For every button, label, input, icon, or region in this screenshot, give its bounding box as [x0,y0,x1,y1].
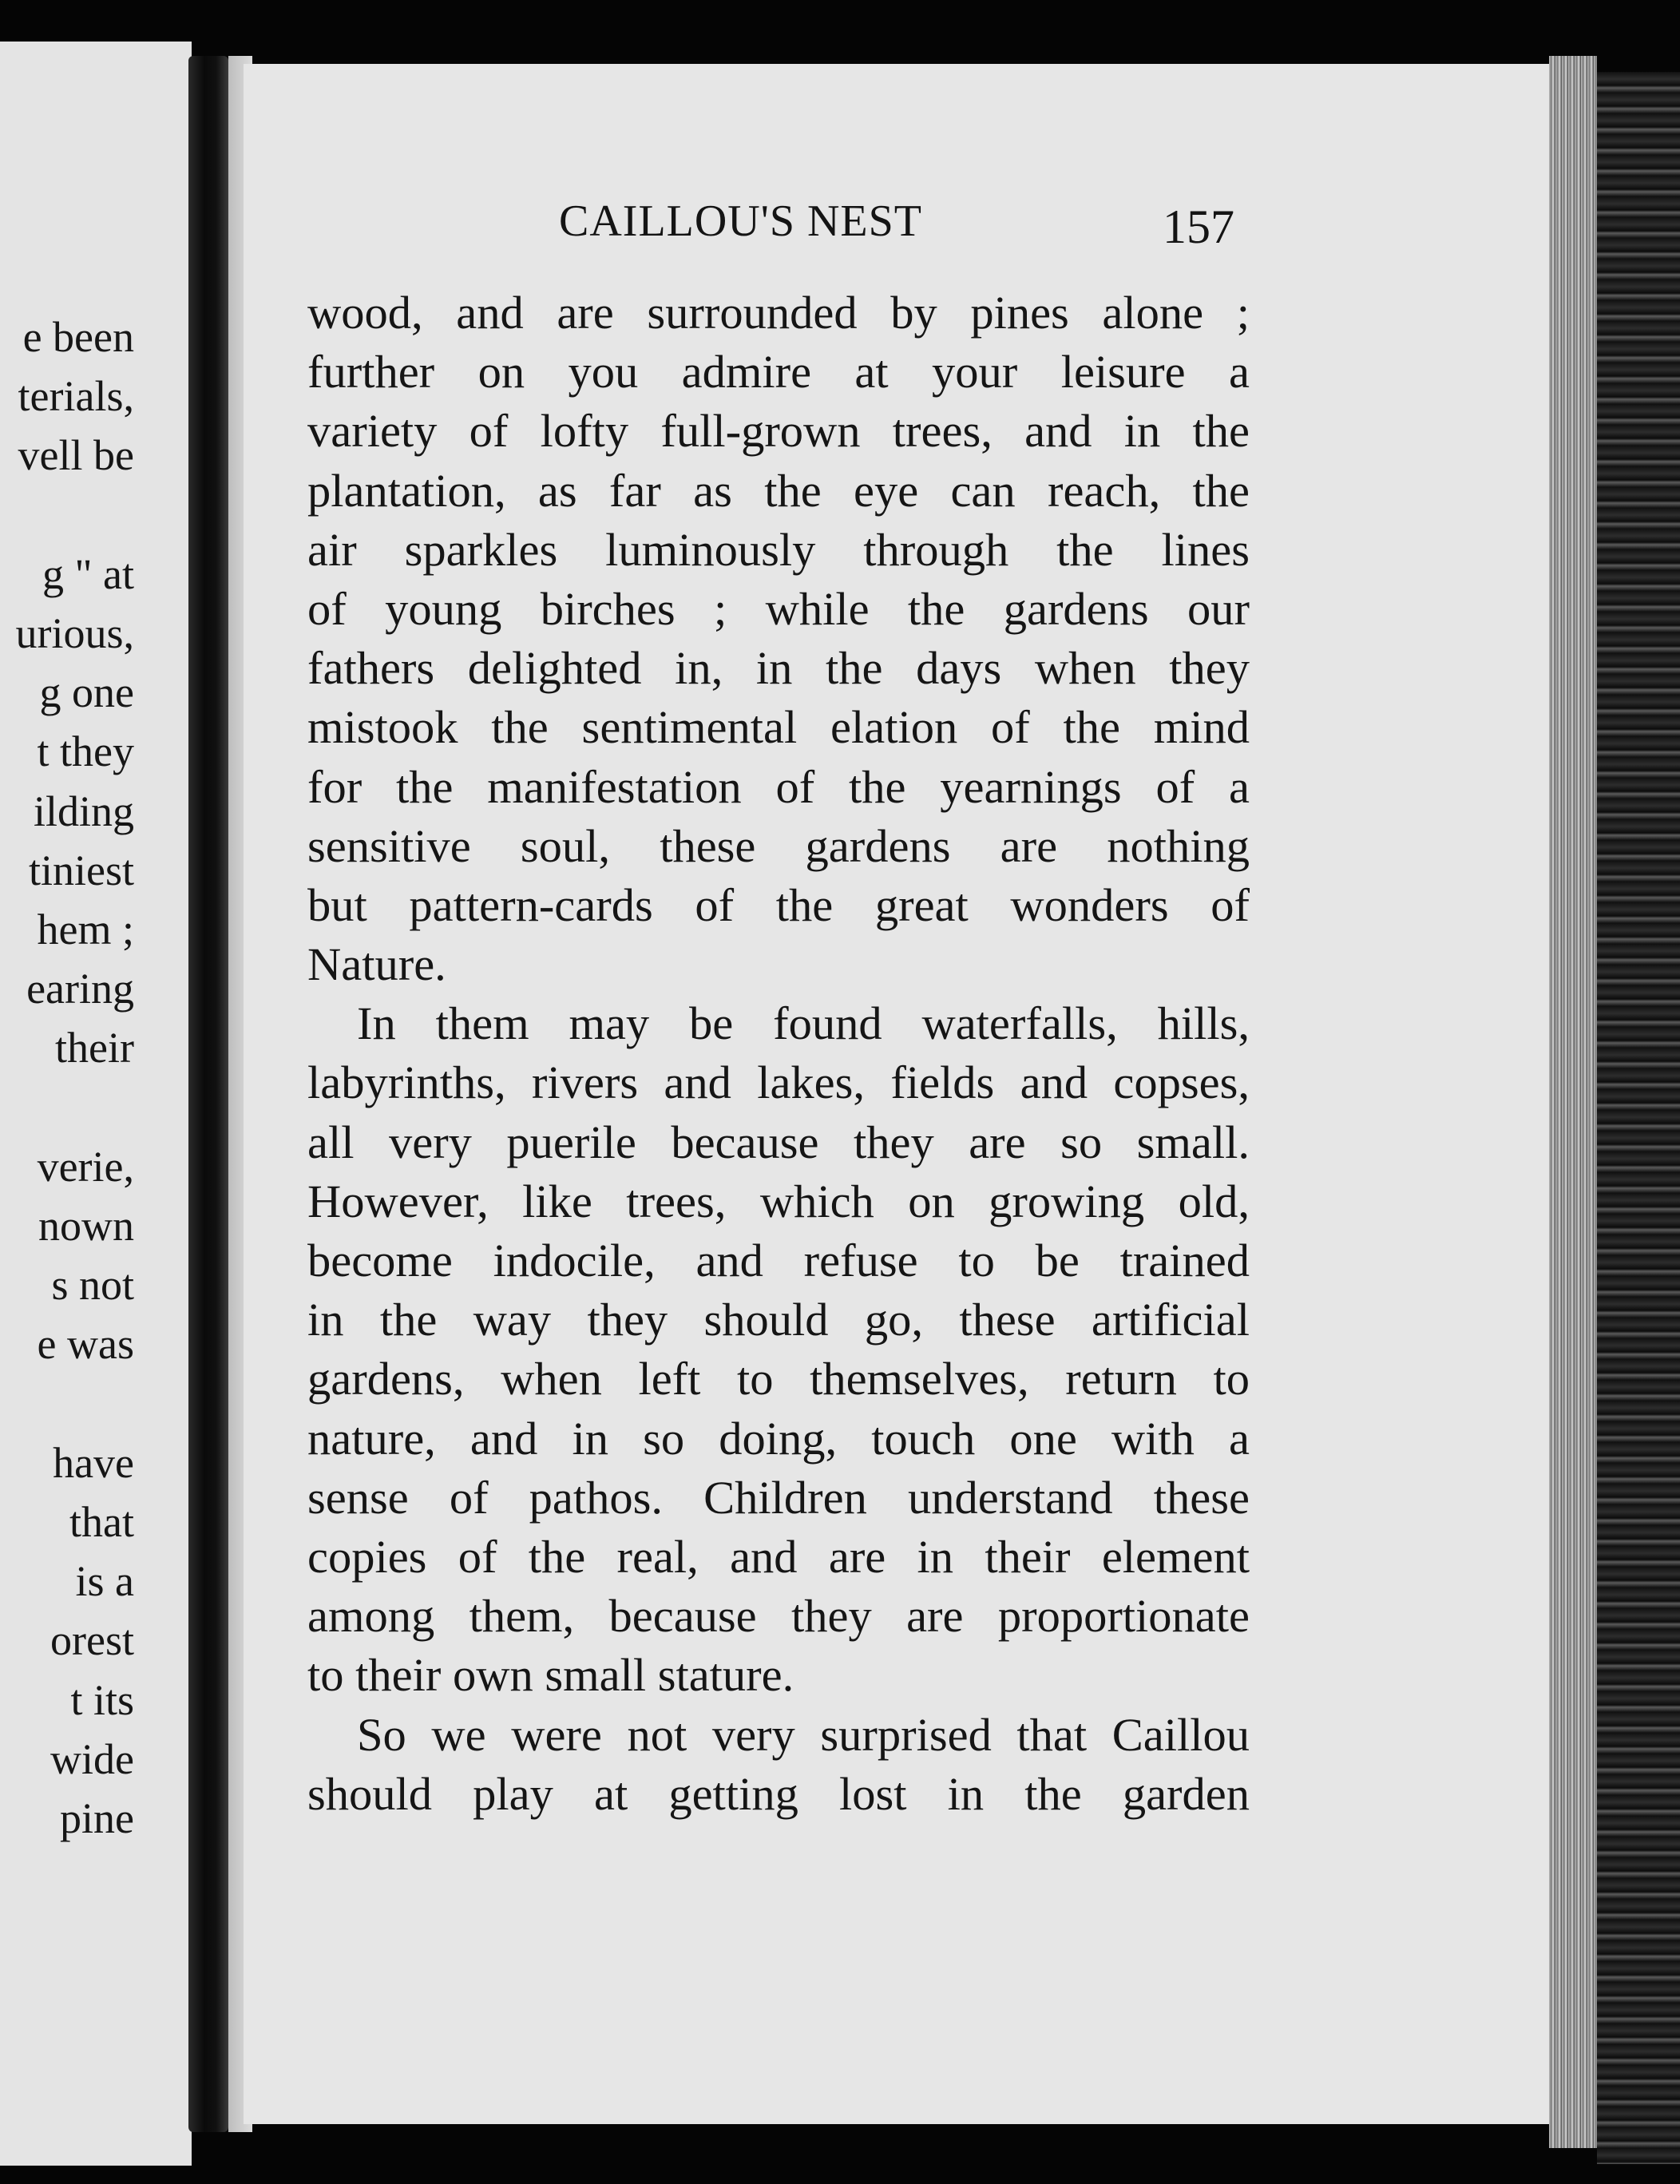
facing-page-line: t they [37,727,134,776]
facing-page-line: s not [51,1261,134,1310]
facing-page-line: g one [39,668,134,717]
text-line: among them, because they are proportionate [307,1590,1250,1643]
text-line: of young birches ; while the gardens our [307,582,1250,635]
binding-gutter [188,56,228,2132]
facing-page-line: pine [60,1794,134,1842]
text-line: labyrinths, rivers and lakes, fields and copses, [307,1056,1250,1109]
text-line: However, like trees, which on growing old, [307,1175,1250,1227]
facing-page-line: orest [50,1616,134,1665]
text-line: should play at getting lost in the garden [307,1767,1250,1820]
facing-page-line: e been [22,313,134,361]
facing-page-line: that [69,1498,134,1546]
facing-page-line: earing [26,965,134,1013]
cover-edge [1597,72,1680,2164]
facing-page-line: wide [50,1734,134,1783]
text-line: sense of pathos. Children understand these [307,1471,1250,1524]
facing-page-line: is a [75,1557,134,1606]
facing-page-line: hem ; [37,906,134,953]
text-line: all very puerile because they are so small. [307,1116,1250,1168]
text-line: become indocile, and refuse to be trained [307,1235,1250,1286]
facing-page-line: urious, [15,609,134,657]
text-line: further on you admire at your leisure a [307,346,1250,398]
facing-page-line: g " at [42,549,134,598]
facing-page-line: terials, [18,372,134,421]
facing-page-line: nown [38,1202,134,1250]
page-number: 157 [1163,200,1234,253]
text-line: for the manifestation of the yearnings of a [307,760,1250,813]
running-head: CAILLOU'S NEST [559,196,922,246]
text-line: air sparkles luminously through the lines [307,523,1250,576]
text-line: So we were not very surprised that Caillou [357,1708,1250,1761]
text-line: mistook the sentimental elation of the mind [307,701,1250,754]
text-line: variety of lofty full-grown trees, and in the [307,405,1250,458]
facing-page-line: verie, [37,1142,134,1191]
text-line: nature, and in so doing, touch one with a [307,1412,1250,1465]
text-line: In them may be found waterfalls, hills, [357,997,1250,1050]
text-line: wood, and are surrounded by pines alone ; [307,287,1250,339]
text-line: to their own small stature. [307,1649,794,1702]
facing-page-line: e was [37,1320,134,1369]
text-line: copies of the real, and are in their element [307,1530,1250,1583]
facing-page-line: ilding [33,787,134,835]
facing-page-line: tiniest [29,846,134,894]
body-text [307,283,1250,1824]
text-line: plantation, as far as the eye can reach, the [307,464,1250,517]
facing-page-line: their [55,1024,134,1072]
text-line: sensitive soul, these gardens are nothing [307,819,1250,872]
page-edge [1549,56,1597,2148]
text-line: in the way they should go, these artificial [307,1294,1250,1346]
text-line: but pattern-cards of the great wonders of [307,878,1250,931]
facing-page-line: t its [70,1675,134,1724]
text-line: Nature. [307,938,446,991]
facing-page-line: vell be [18,431,134,480]
text-line: gardens, when left to themselves, return to [307,1353,1250,1405]
facing-page-line: have [53,1438,134,1487]
text-line: fathers delighted in, in the days when they [307,642,1250,695]
facing-page [0,42,192,2166]
